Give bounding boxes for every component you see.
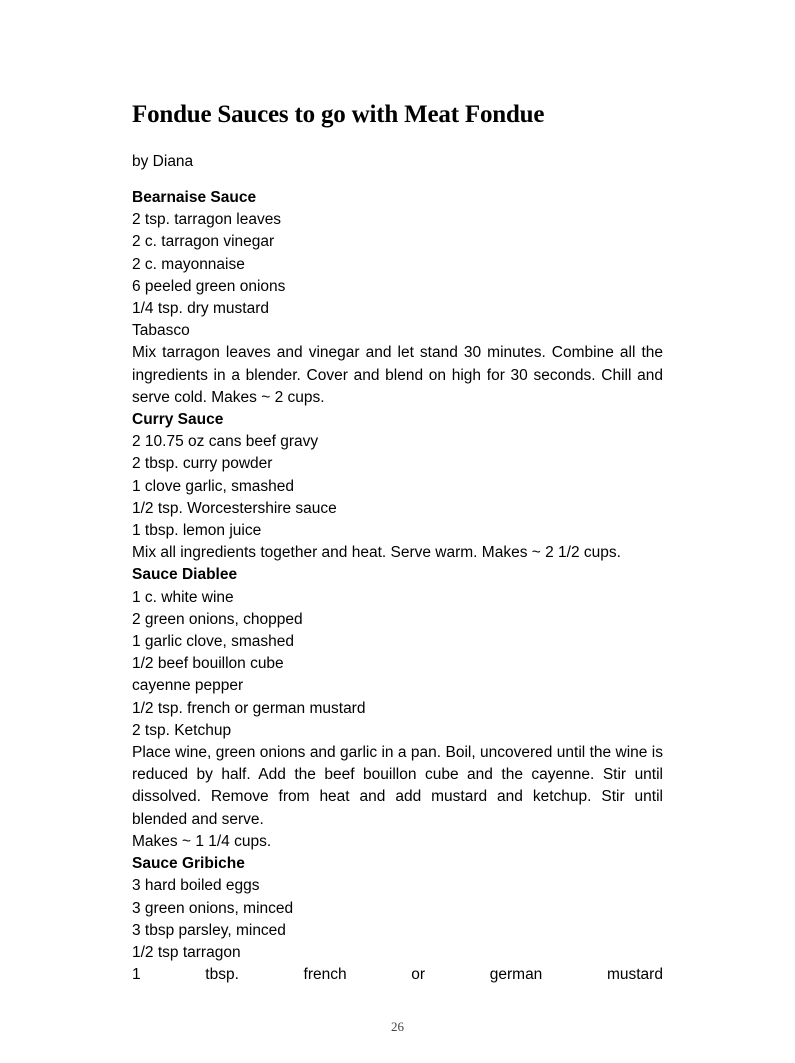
section-heading-curry: Curry Sauce bbox=[132, 411, 224, 429]
ingredient-line: 3 hard boiled eggs bbox=[132, 877, 260, 895]
ingredient-line: 2 tsp. Ketchup bbox=[132, 721, 232, 739]
ingredient-line: 3 green onions, minced bbox=[132, 899, 294, 917]
directions-paragraph: Place wine, green onions and garlic in a pan. Boil, uncovered until the wine is reduced by half. Add the beef bouillon cube and the cayenne. Stir until dissolved. Remove from heat and add mustard and ketchup. Stir until blended and serve. bbox=[132, 744, 663, 828]
recipe-page bbox=[132, 100, 663, 986]
ingredient-line: Tabasco bbox=[132, 322, 190, 340]
section-heading-diablee: Sauce Diablee bbox=[132, 566, 238, 584]
word: french bbox=[303, 966, 347, 984]
author-byline: by Diana bbox=[132, 153, 194, 170]
ingredient-line: cayenne pepper bbox=[132, 677, 244, 695]
ingredient-line: 2 10.75 oz cans beef gravy bbox=[132, 433, 319, 451]
ingredient-line: 2 green onions, chopped bbox=[132, 610, 303, 628]
justified-ingredient-line bbox=[132, 964, 663, 986]
page-number: 26 bbox=[391, 1019, 404, 1034]
page-title: Fondue Sauces to go with Meat Fondue bbox=[132, 101, 545, 128]
ingredient-line: 1/2 beef bouillon cube bbox=[132, 655, 284, 673]
ingredient-line: 1/2 tsp. french or german mustard bbox=[132, 699, 366, 717]
word: mustard bbox=[606, 966, 663, 984]
ingredient-line: 1/2 tsp. Worcestershire sauce bbox=[132, 499, 337, 517]
word: or bbox=[411, 966, 426, 984]
section-heading-gribiche: Sauce Gribiche bbox=[132, 855, 245, 873]
ingredient-line: 1 tbsp. lemon juice bbox=[132, 522, 262, 540]
ingredient-line: 2 tsp. tarragon leaves bbox=[132, 211, 282, 229]
ingredient-line: 1 c. white wine bbox=[132, 588, 234, 606]
ingredient-line: 2 c. mayonnaise bbox=[132, 255, 245, 273]
ingredient-line: 2 tbsp. curry powder bbox=[132, 455, 273, 473]
ingredient-line: 6 peeled green onions bbox=[132, 277, 286, 295]
ingredient-line: 1/2 tsp tarragon bbox=[132, 943, 241, 961]
ingredient-line: 1 garlic clove, smashed bbox=[132, 633, 294, 651]
word: german bbox=[489, 966, 543, 984]
ingredient-line: 1/4 tsp. dry mustard bbox=[132, 300, 269, 318]
section-heading-bearnaise: Bearnaise Sauce bbox=[132, 189, 257, 206]
ingredient-line: 3 tbsp parsley, minced bbox=[132, 921, 286, 939]
ingredient-line: 1 clove garlic, smashed bbox=[132, 477, 294, 495]
recipe-content bbox=[132, 187, 663, 986]
word: 1 bbox=[132, 966, 141, 984]
directions-paragraph: Mix tarragon leaves and vinegar and let stand 30 minutes. Combine all the ingredients in a blender. Cover and blend on high for 30 seconds. Chill and serve cold. Makes ~ 2 cups. bbox=[132, 344, 663, 406]
word: tbsp. bbox=[205, 966, 239, 984]
yield-line: Makes ~ 1 1/4 cups. bbox=[132, 832, 272, 850]
directions-paragraph: Mix all ingredients together and heat. Serve warm. Makes ~ 2 1/2 cups. bbox=[132, 544, 621, 562]
ingredient-line: 2 c. tarragon vinegar bbox=[132, 233, 275, 251]
